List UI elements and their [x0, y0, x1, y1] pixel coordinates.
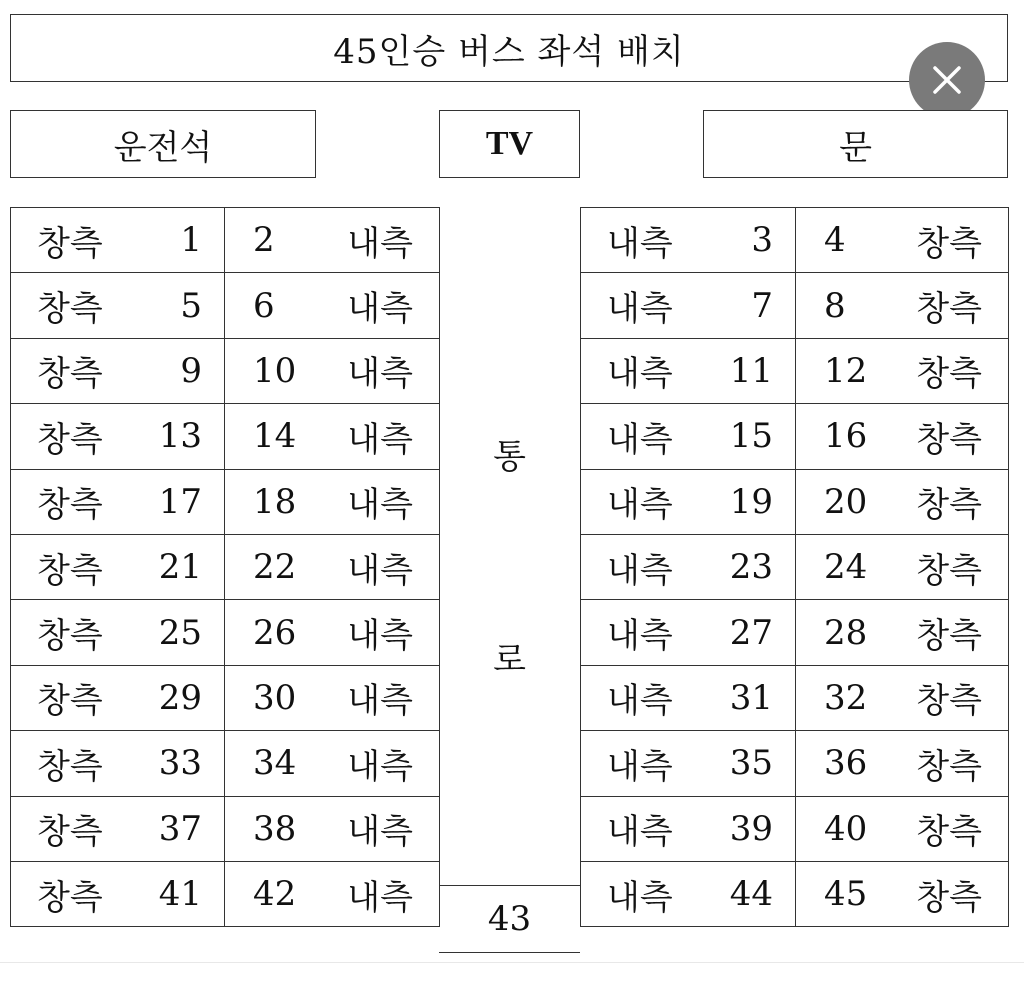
window-seat	[11, 861, 225, 926]
aisle-seat	[581, 534, 796, 599]
seat-number: 16	[824, 416, 868, 457]
seat-row	[581, 796, 1009, 861]
window-seat	[11, 600, 225, 665]
seat-row	[11, 534, 440, 599]
seat-number: 42	[253, 874, 297, 915]
seat-type-label: 창측	[37, 877, 103, 918]
left-seat-grid	[10, 207, 440, 927]
window-seat	[11, 469, 225, 534]
seat-type-label: 내측	[347, 746, 413, 787]
bottom-divider	[0, 962, 1024, 963]
aisle-label-char-2: 로	[493, 640, 526, 680]
seat-type-label: 창측	[37, 419, 103, 460]
close-icon	[930, 63, 964, 97]
tv-label: TV	[439, 110, 580, 178]
seat-number: 9	[180, 350, 202, 391]
window-seat	[796, 469, 1009, 534]
seat-43: 43	[439, 885, 580, 953]
seat-number: 39	[729, 808, 773, 849]
seat-type-label: 내측	[607, 616, 673, 657]
seat-type-label: 창측	[916, 485, 982, 526]
seat-type-label: 창측	[916, 681, 982, 722]
seat-row	[581, 469, 1009, 534]
seat-type-label: 창측	[916, 877, 982, 918]
aisle-seat	[225, 338, 440, 403]
window-seat	[11, 534, 225, 599]
seat-number: 2	[253, 220, 275, 261]
seat-type-label: 내측	[347, 289, 413, 330]
window-seat	[11, 796, 225, 861]
aisle-seat	[581, 861, 796, 926]
close-button[interactable]	[909, 42, 985, 118]
aisle-seat	[225, 796, 440, 861]
seat-number: 44	[729, 874, 773, 915]
seat-number: 20	[824, 481, 868, 522]
seat-type-label: 내측	[347, 485, 413, 526]
window-seat	[11, 338, 225, 403]
aisle-seat	[581, 273, 796, 338]
seat-type-label: 창측	[37, 223, 103, 264]
window-seat	[11, 731, 225, 796]
seat-type-label: 창측	[37, 289, 103, 330]
seat-row	[11, 600, 440, 665]
aisle-seat	[581, 796, 796, 861]
seat-row	[11, 861, 440, 926]
window-seat	[796, 338, 1009, 403]
seat-row	[11, 796, 440, 861]
seat-number: 5	[180, 285, 202, 326]
seat-type-label: 내측	[347, 877, 413, 918]
seat-type-label: 내측	[607, 681, 673, 722]
page-title: 45인승 버스 좌석 배치	[10, 14, 1008, 82]
aisle-label-char-1: 통	[493, 437, 526, 477]
seat-number: 35	[729, 743, 773, 784]
seat-type-label: 내측	[347, 681, 413, 722]
seat-type-label: 창측	[916, 289, 982, 330]
aisle-seat	[225, 861, 440, 926]
seat-type-label: 창측	[37, 354, 103, 395]
seat-number: 36	[824, 743, 868, 784]
window-seat	[796, 208, 1009, 273]
aisle	[439, 207, 580, 886]
seat-type-label: 내측	[607, 354, 673, 395]
aisle-seat	[225, 600, 440, 665]
seat-number: 18	[253, 481, 297, 522]
seat-type-label: 창측	[916, 746, 982, 787]
seat-number: 25	[158, 612, 202, 653]
seat-type-label: 창측	[916, 616, 982, 657]
seat-type-label: 내측	[607, 223, 673, 264]
seat-row	[581, 338, 1009, 403]
seat-number: 14	[253, 416, 297, 457]
aisle-seat	[225, 534, 440, 599]
seat-type-label: 내측	[347, 550, 413, 591]
seat-type-label: 내측	[607, 812, 673, 853]
seat-number: 1	[180, 220, 202, 261]
aisle-seat	[581, 600, 796, 665]
seat-row	[581, 600, 1009, 665]
seat-type-label: 창측	[37, 746, 103, 787]
window-seat	[796, 600, 1009, 665]
seat-number: 13	[158, 416, 202, 457]
seat-type-label: 창측	[37, 812, 103, 853]
aisle-seat	[581, 731, 796, 796]
seat-type-label: 창측	[916, 812, 982, 853]
window-seat	[11, 273, 225, 338]
seat-number: 15	[729, 416, 773, 457]
seat-row	[581, 534, 1009, 599]
aisle-seat	[225, 273, 440, 338]
seat-number: 7	[751, 285, 773, 326]
seat-number: 24	[824, 547, 868, 588]
window-seat	[11, 665, 225, 730]
seat-number: 45	[824, 874, 868, 915]
seat-type-label: 창측	[37, 485, 103, 526]
seat-row	[581, 208, 1009, 273]
window-seat	[796, 534, 1009, 599]
seat-number: 19	[729, 481, 773, 522]
seat-row	[11, 273, 440, 338]
seat-number: 27	[729, 612, 773, 653]
seat-number: 23	[729, 547, 773, 588]
seat-row	[581, 731, 1009, 796]
seat-type-label: 창측	[916, 550, 982, 591]
seat-number: 12	[824, 350, 868, 391]
seat-number: 28	[824, 612, 868, 653]
seat-number: 41	[158, 874, 202, 915]
seat-type-label: 내측	[347, 419, 413, 460]
seat-type-label: 내측	[347, 223, 413, 264]
seat-number: 22	[253, 547, 297, 588]
seat-type-label: 내측	[607, 550, 673, 591]
seat-number: 34	[253, 743, 297, 784]
seat-type-label: 창측	[37, 550, 103, 591]
seat-type-label: 내측	[607, 419, 673, 460]
seat-number: 26	[253, 612, 297, 653]
window-seat	[796, 665, 1009, 730]
seat-type-label: 내측	[347, 354, 413, 395]
seat-number: 3	[751, 220, 773, 261]
driver-seat-label: 운전석	[10, 110, 316, 178]
seat-number: 6	[253, 285, 275, 326]
seat-type-label: 내측	[607, 485, 673, 526]
seat-type-label: 창측	[916, 354, 982, 395]
seat-row	[581, 861, 1009, 926]
aisle-seat	[225, 469, 440, 534]
window-seat	[796, 404, 1009, 469]
seat-number: 4	[824, 220, 846, 261]
seat-type-label: 내측	[347, 616, 413, 657]
seat-type-label: 창측	[37, 616, 103, 657]
right-seat-grid	[580, 207, 1009, 927]
seat-type-label: 창측	[37, 681, 103, 722]
window-seat	[796, 796, 1009, 861]
seat-row	[11, 731, 440, 796]
window-seat	[796, 731, 1009, 796]
seat-number: 30	[253, 677, 297, 718]
seat-row	[11, 338, 440, 403]
seat-row	[11, 469, 440, 534]
seat-number: 40	[824, 808, 868, 849]
window-seat	[796, 273, 1009, 338]
seat-type-label: 내측	[347, 812, 413, 853]
aisle-seat	[225, 731, 440, 796]
aisle-seat	[225, 208, 440, 273]
aisle-seat	[581, 404, 796, 469]
aisle-seat	[581, 208, 796, 273]
seat-row	[581, 273, 1009, 338]
seat-number: 21	[158, 547, 202, 588]
aisle-seat	[581, 338, 796, 403]
door-label: 문	[703, 110, 1008, 178]
seat-number: 8	[824, 285, 846, 326]
seat-number: 11	[729, 350, 773, 391]
seat-number: 31	[729, 677, 773, 718]
seat-type-label: 창측	[916, 419, 982, 460]
window-seat	[796, 861, 1009, 926]
seat-type-label: 내측	[607, 289, 673, 330]
seat-type-label: 내측	[607, 877, 673, 918]
seat-number: 10	[253, 350, 297, 391]
seat-type-label: 창측	[916, 223, 982, 264]
seat-row	[581, 665, 1009, 730]
window-seat	[11, 404, 225, 469]
seat-number: 37	[158, 808, 202, 849]
seat-row	[581, 404, 1009, 469]
seat-row	[11, 665, 440, 730]
window-seat	[11, 208, 225, 273]
seat-number: 29	[158, 677, 202, 718]
seat-number: 32	[824, 677, 868, 718]
seat-number: 38	[253, 808, 297, 849]
aisle-seat	[225, 665, 440, 730]
seat-row	[11, 404, 440, 469]
seat-row	[11, 208, 440, 273]
aisle-seat	[581, 665, 796, 730]
seat-type-label: 내측	[607, 746, 673, 787]
aisle-seat	[225, 404, 440, 469]
aisle-seat	[581, 469, 796, 534]
seat-number: 33	[158, 743, 202, 784]
seat-number: 17	[158, 481, 202, 522]
